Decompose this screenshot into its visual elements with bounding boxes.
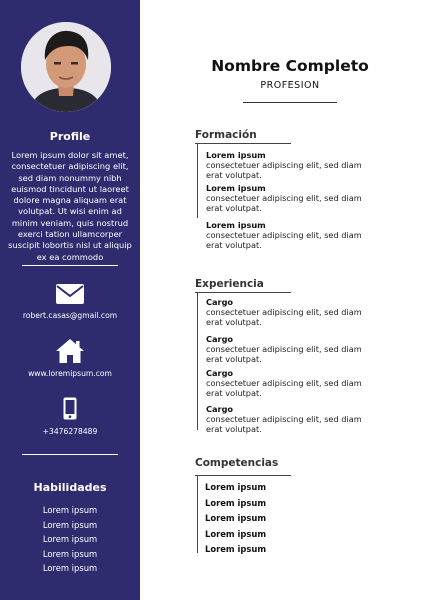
section-title-competencias: Competencias (195, 457, 279, 469)
item-title: Cargo (206, 297, 234, 307)
competencia-item: Lorem ipsum (205, 528, 267, 539)
item-text: consectetuer adipiscing elit, sed diam erat volutpat. (206, 307, 362, 327)
sidebar (0, 0, 140, 600)
profile-heading: Profile (49, 130, 91, 143)
competencia-item: Lorem ipsum (205, 544, 267, 554)
sidebar-divider (22, 265, 118, 266)
envelope-icon (56, 284, 84, 304)
item-text: consectetuer adipiscing elit, sed diam erat volutpat. (206, 230, 362, 250)
formacion-item (206, 150, 366, 180)
item-title: Cargo (206, 368, 234, 378)
competencia-item: Lorem ipsum (205, 497, 267, 508)
competencias-list (205, 480, 266, 558)
avatar-photo (21, 22, 111, 112)
section-title-experiencia: Experiencia (195, 278, 264, 290)
skill-item: Lorem ipsum (42, 519, 98, 530)
formacion-item (206, 183, 366, 213)
smartphone-icon (63, 397, 77, 420)
experiencia-item (206, 297, 366, 327)
experiencia-item (206, 368, 366, 398)
item-text: consectetuer adipiscing elit, sed diam erat volutpat. (206, 344, 362, 364)
home-icon (55, 338, 85, 364)
sidebar-divider (22, 454, 118, 455)
skill-item: Lorem ipsum (42, 505, 98, 515)
phone-text: +3476278489 (42, 427, 98, 436)
experiencia-item (206, 334, 366, 364)
item-title: Lorem ipsum (206, 220, 266, 230)
experiencia-item (206, 404, 366, 434)
profile-text: Lorem ipsum dolor sit amet, consectetuer adipiscing elit, sed diam nonummy nibh euismod tincidunt ut laoreet dolore magna aliquam erat volutpat. Ut wisi enim ad minim veniam, quis nostrud exerci tation ullamcorper suscipit lobortis nisl ut aliquip ex ea commodo (8, 150, 132, 262)
skills-heading: Habilidades (33, 481, 107, 494)
item-text: consectetuer adipiscing elit, sed diam erat volutpat. (206, 193, 362, 213)
competencia-item: Lorem ipsum (205, 513, 267, 523)
skill-item: Lorem ipsum (42, 534, 98, 545)
item-title: Cargo (206, 404, 234, 414)
profession: PROFESION (260, 80, 320, 91)
email-text[interactable]: robert.casas@gmail.com (22, 311, 118, 320)
competencia-item: Lorem ipsum (205, 482, 267, 492)
item-title: Lorem ipsum (206, 183, 266, 193)
section-rule (195, 475, 291, 476)
section-bar (197, 292, 198, 430)
avatar (21, 22, 111, 112)
section-bar (197, 475, 198, 553)
item-text: consectetuer adipiscing elit, sed diam erat volutpat. (206, 414, 362, 434)
section-rule (195, 292, 291, 293)
item-title: Cargo (206, 334, 234, 344)
full-name: Nombre Completo (211, 57, 369, 75)
skills-list (0, 503, 140, 576)
website-text[interactable]: www.loremipsum.com (28, 369, 112, 378)
skill-item: Lorem ipsum (42, 548, 98, 559)
formacion-item (206, 220, 366, 250)
item-text: consectetuer adipiscing elit, sed diam erat volutpat. (206, 160, 362, 180)
section-bar (197, 143, 198, 218)
section-title-formacion: Formación (195, 129, 257, 141)
item-text: consectetuer adipiscing elit, sed diam erat volutpat. (206, 378, 362, 398)
skill-item: Lorem ipsum (42, 563, 98, 574)
section-rule (195, 143, 291, 144)
item-title: Lorem ipsum (206, 150, 266, 160)
name-divider (243, 102, 337, 103)
